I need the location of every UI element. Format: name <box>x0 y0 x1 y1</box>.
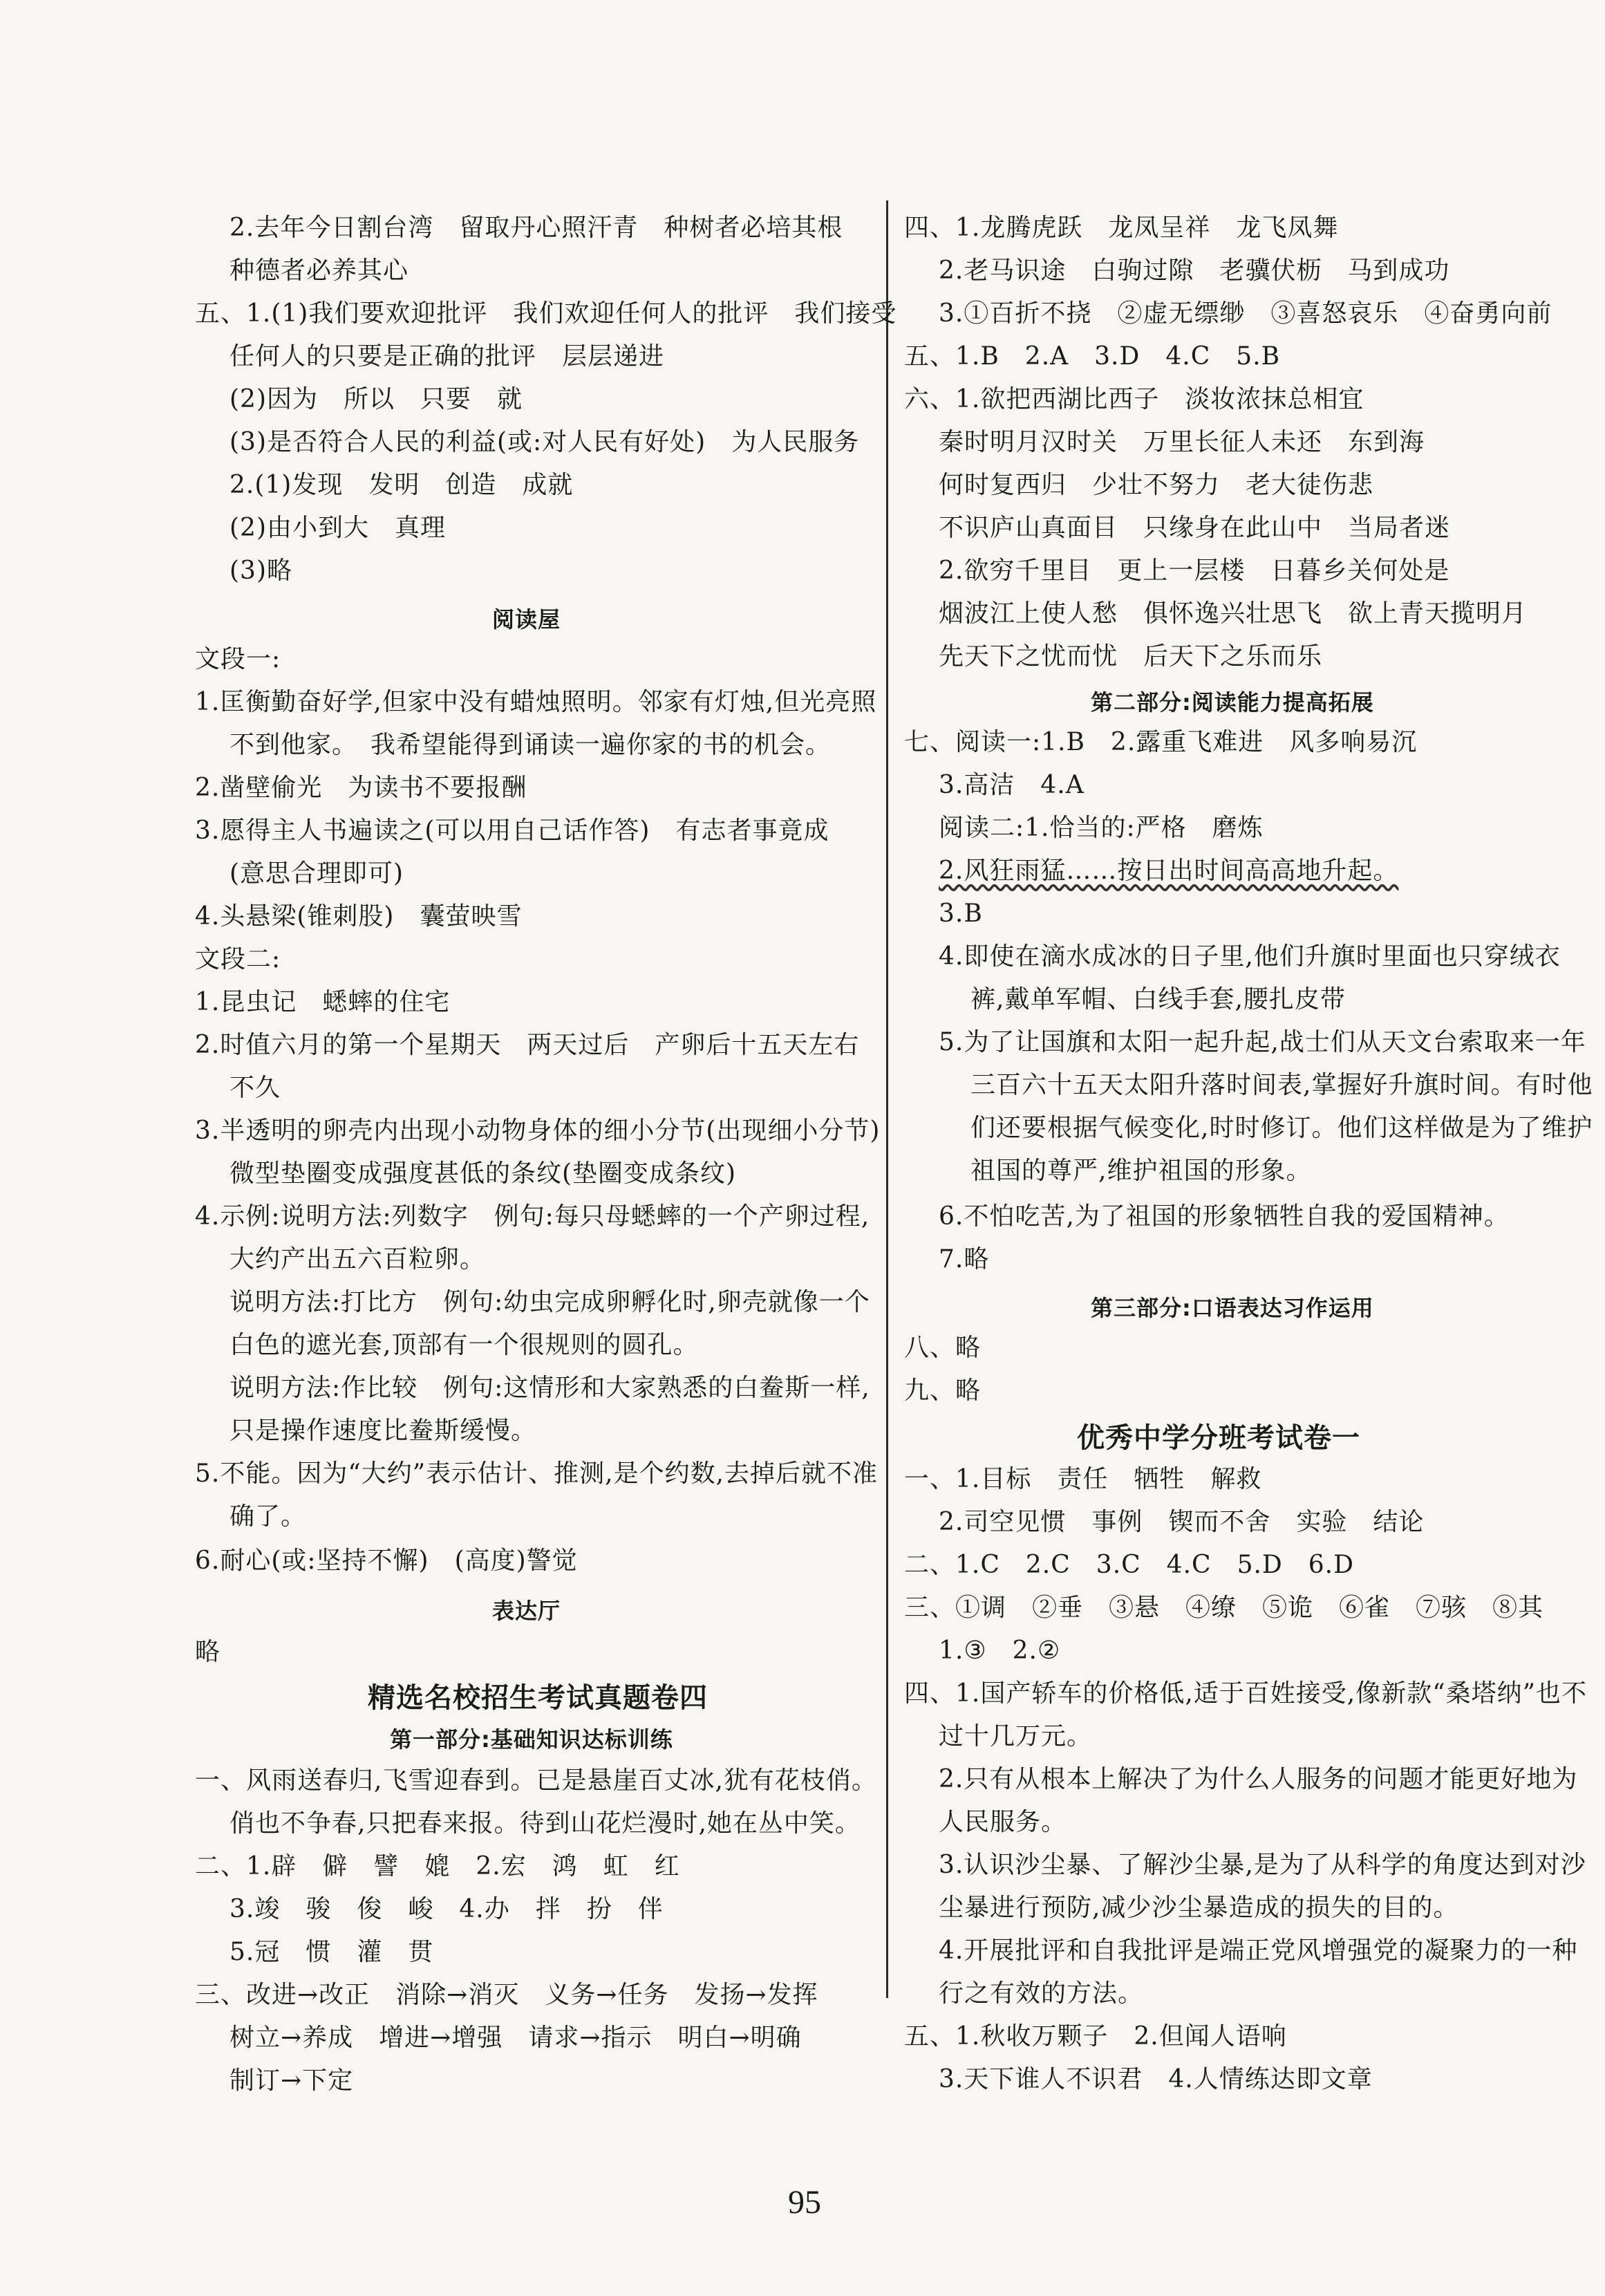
answer-line: 3.半透明的卵壳内出现小动物身体的细小分节(出现细小分节) <box>195 1117 881 1145</box>
answer-line: 2.老马识途 白驹过隙 老骥伏枥 马到成功 <box>939 256 1450 285</box>
answer-line: 何时复西归 少壮不努力 老大徒伤悲 <box>939 471 1374 499</box>
answer-line: 秦时明月汉时关 万里长征人未还 东到海 <box>939 428 1425 456</box>
answer-line: 文段一: <box>195 645 281 673</box>
answer-line: 五、1.秋收万颗子 2.但闻人语响 <box>904 2022 1287 2051</box>
answer-line: 白色的遮光套,顶部有一个很规则的圆孔。 <box>229 1331 699 1359</box>
answer-line: 制订→下定 <box>229 2066 354 2095</box>
answer-line: 二、1.C 2.C 3.C 4.C 5.D 6.D <box>904 1551 1354 1579</box>
answer-line: 人民服务。 <box>939 1808 1067 1836</box>
answer-line: (3)略 <box>229 557 292 585</box>
column-divider <box>886 200 888 1998</box>
answer-line: 略 <box>195 1638 221 1666</box>
answer-line: 尘暴进行预防,减少沙尘暴造成的损失的目的。 <box>939 1894 1459 1922</box>
answer-line: 2.凿壁偷光 为读书不要报酬 <box>195 774 527 802</box>
answer-line: 3.愿得主人书遍读之(可以用自己话作答) 有志者事竟成 <box>195 816 829 845</box>
answer-line: 3.竣 骏 俊 峻 4.办 拌 扮 伴 <box>229 1895 664 1923</box>
answer-line: 3.高洁 4.A <box>939 771 1085 799</box>
answer-line: 6.耐心(或:坚持不懈) (高度)警觉 <box>195 1547 578 1575</box>
answer-line: 六、1.欲把西湖比西子 淡妆浓抹总相宜 <box>904 385 1364 413</box>
answer-line: 3.认识沙尘暴、了解沙尘暴,是为了从科学的角度达到对沙 <box>939 1851 1586 1879</box>
answer-line: 三、改进→改正 消除→消灭 义务→任务 发扬→发挥 <box>195 1981 818 2009</box>
answer-line: 6.不怕吃苦,为了祖国的形象牺牲自我的爱国精神。 <box>939 1202 1510 1231</box>
answer-line: 3.B <box>939 899 983 928</box>
answer-line: 九、略 <box>904 1376 982 1405</box>
answer-line: 不久 <box>229 1074 281 1102</box>
answer-line: 微型垫圈变成强度甚低的条纹(垫圈变成条纹) <box>229 1159 737 1188</box>
answer-line: 五、1.B 2.A 3.D 4.C 5.B <box>904 342 1281 371</box>
answer-line: 文段二: <box>195 945 281 973</box>
part1-heading: 第一部分:基础知识达标训练 <box>390 1726 673 1753</box>
answer-line: 2.去年今日割台湾 留取丹心照汗青 种树者必培其根 <box>229 214 843 242</box>
answer-line: 七、阅读一:1.B 2.露重飞难进 风多响易沉 <box>904 728 1418 756</box>
answer-line: 一、风雨送春归,飞雪迎春到。已是悬崖百丈冰,犹有花枝俏。 <box>195 1766 877 1795</box>
answer-line: 二、1.辟 僻 譬 媲 2.宏 鸿 虹 红 <box>195 1852 680 1880</box>
answer-line: 说明方法:作比较 例句:这情形和大家熟悉的白鲞斯一样, <box>229 1374 870 1402</box>
answer-line: 2.时值六月的第一个星期天 两天过后 产卵后十五天左右 <box>195 1031 860 1059</box>
answer-line: 先天下之忧而忧 后天下之乐而乐 <box>939 642 1323 671</box>
answer-line: 3.天下谁人不识君 4.人情练达即文章 <box>939 2065 1373 2093</box>
page-number: 95 <box>788 2184 821 2221</box>
answer-line-underlined: 2.风狂雨猛……按日出时间高高地升起。 <box>939 857 1399 885</box>
part2-heading: 第二部分:阅读能力提高拓展 <box>1091 689 1374 716</box>
answer-line: 4.头悬梁(锥刺股) 囊萤映雪 <box>195 902 523 931</box>
answer-line: 俏也不争春,只把春来报。待到山花烂漫时,她在丛中笑。 <box>229 1809 861 1838</box>
answer-line: 不识庐山真面目 只缘身在此山中 当局者迷 <box>939 514 1451 542</box>
answer-line: 4.示例:说明方法:列数字 例句:每只母蟋蟀的一个产卵过程, <box>195 1202 870 1231</box>
answer-line: 种德者必养其心 <box>229 256 409 285</box>
section-heading-express: 表达厅 <box>492 1598 561 1624</box>
answer-line: 5.不能。因为“大约”表示估计、推测,是个约数,去掉后就不准 <box>195 1459 879 1488</box>
answer-line: 三、①调 ②垂 ③悬 ④缭 ⑤诡 ⑥雀 ⑦骇 ⑧其 <box>904 1594 1544 1622</box>
section-heading-reading: 阅读屋 <box>492 606 561 633</box>
answer-line: (2)因为 所以 只要 就 <box>229 385 523 413</box>
answer-line: 四、1.国产轿车的价格低,适于百姓接受,像新款“桑塔纳”也不 <box>904 1679 1588 1708</box>
answer-line: 树立→养成 增进→增强 请求→指示 明白→明确 <box>229 2024 802 2052</box>
answer-line: 五、1.(1)我们要欢迎批评 我们欢迎任何人的批评 我们接受 <box>195 299 897 328</box>
part3-heading: 第三部分:口语表达习作运用 <box>1091 1295 1374 1321</box>
answer-line: 4.开展批评和自我批评是端正党风增强党的凝聚力的一种 <box>939 1936 1578 1965</box>
answer-line: 三百六十五天太阳升落时间表,掌握好升旗时间。有时他 <box>970 1071 1593 1099</box>
answer-line: 2.欲穷千里目 更上一层楼 日暮乡关何处是 <box>939 557 1450 585</box>
answer-line: 们还要根据气候变化,时时修订。他们这样做是为了维护 <box>970 1114 1593 1142</box>
answer-line: 1.昆虫记 蟋蟀的住宅 <box>195 988 451 1016</box>
answer-line: 确了。 <box>229 1502 307 1531</box>
answer-line: 烟波江上使人愁 俱怀逸兴壮思飞 欲上青天揽明月 <box>939 599 1528 628</box>
answer-line: 不到他家。 我希望能得到诵读一遍你家的书的机会。 <box>229 731 832 759</box>
answer-line: 5.为了让国旗和太阳一起升起,战士们从天文台索取来一年 <box>939 1028 1586 1056</box>
answer-line: 1.匡衡勤奋好学,但家中没有蜡烛照明。邻家有灯烛,但光亮照 <box>195 688 877 716</box>
answer-line: 四、1.龙腾虎跃 龙凤呈祥 龙飞凤舞 <box>904 214 1339 242</box>
answer-line: 八、略 <box>904 1334 982 1362</box>
exam-title-1: 优秀中学分班考试卷一 <box>1077 1422 1360 1454</box>
answer-line: 4.即使在滴水成冰的日子里,他们升旗时里面也只穿绒衣 <box>939 942 1561 971</box>
answer-line: 只是操作速度比鲞斯缓慢。 <box>229 1417 537 1445</box>
answer-line: 5.冠 惯 灌 贯 <box>229 1938 434 1966</box>
answer-line: 说明方法:打比方 例句:幼虫完成卵孵化时,卵壳就像一个 <box>229 1288 870 1316</box>
exam-title-4: 精选名校招生考试真题卷四 <box>368 1682 708 1714</box>
answer-line: 任何人的只要是正确的批评 层层递进 <box>229 342 665 371</box>
answer-line: 一、1.目标 责任 牺牲 解救 <box>904 1465 1262 1493</box>
answer-line: (意思合理即可) <box>229 859 404 888</box>
answer-line: 阅读二:1.恰当的:严格 磨炼 <box>939 814 1264 842</box>
answer-line: 祖国的尊严,维护祖国的形象。 <box>970 1157 1312 1185</box>
answer-line: 2.司空见惯 事例 锲而不舍 实验 结论 <box>939 1508 1425 1536</box>
answer-line: 2.(1)发现 发明 创造 成就 <box>229 471 574 499</box>
answer-line: 2.只有从根本上解决了为什么人服务的问题才能更好地为 <box>939 1765 1578 1793</box>
answer-line: 1.③ 2.② <box>939 1636 1061 1665</box>
answer-line: 行之有效的方法。 <box>939 1979 1144 2008</box>
answer-line: 裤,戴单军帽、白线手套,腰扎皮带 <box>970 985 1346 1014</box>
answer-line: (3)是否符合人民的利益(或:对人民有好处) 为人民服务 <box>229 428 860 456</box>
answer-line: 大约产出五六百粒卵。 <box>229 1245 486 1273</box>
answer-line: 过十几万元。 <box>939 1722 1093 1751</box>
answer-line: (2)由小到大 真理 <box>229 514 446 542</box>
answer-line: 7.略 <box>939 1245 990 1273</box>
answer-line: 3.①百折不挠 ②虚无缥缈 ③喜怒哀乐 ④奋勇向前 <box>939 299 1552 328</box>
